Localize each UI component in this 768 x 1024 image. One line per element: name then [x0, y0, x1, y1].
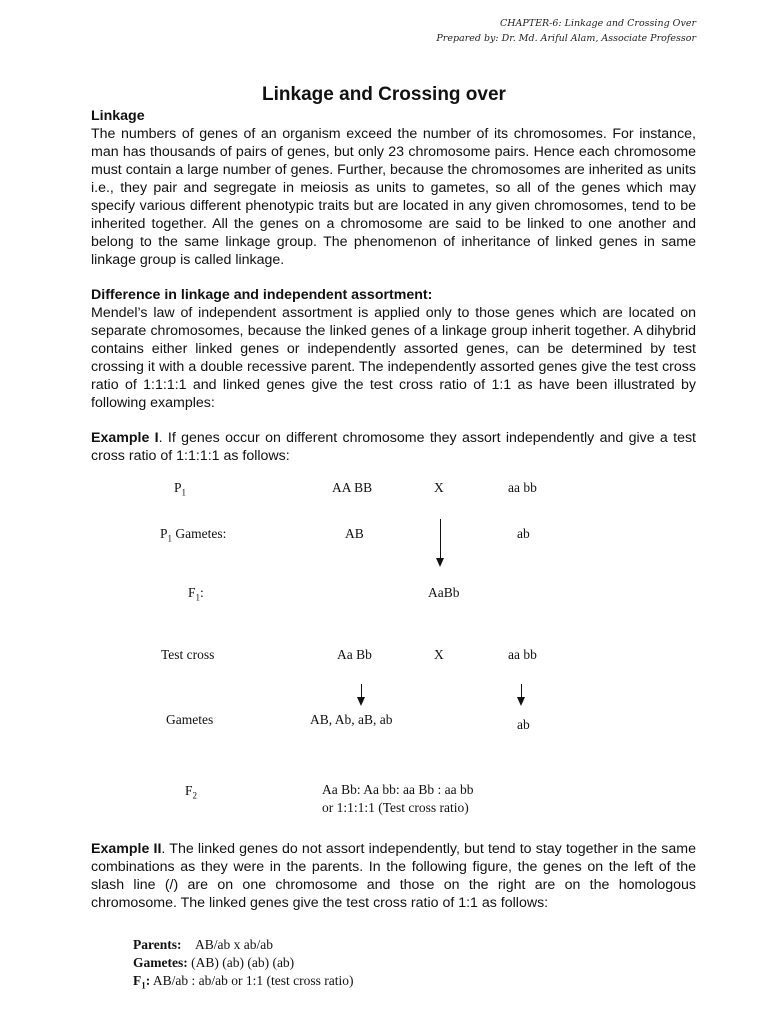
p1-gametes-label: $P_1$ Gametes: — [160, 526, 227, 544]
gametes-right: ab — [517, 717, 530, 732]
gamete-2: ab — [517, 526, 530, 541]
down-arrow-icon — [521, 684, 522, 698]
p1-label: $P_1$ — [174, 480, 187, 498]
difference-section — [91, 286, 696, 412]
down-arrow-icon — [361, 684, 362, 698]
example2-f1: $F_1$: AB/ab : ab/ab or 1:1 (test cross ratio) — [133, 973, 354, 991]
example2-text: . The linked genes do not assort independently, but tend to stay together in the same combinations as they were in the parents. In the following figure, the genes on the left of the slash line (/) are on one chromosome and those on the right are on the homologous chromosome. The linked genes give the test cross ratio of 1:1 as follows: — [91, 841, 696, 911]
f2-result: Aa Bb: Aa bb: aa Bb : aa bb — [322, 782, 474, 797]
f2-label: $F_2$ — [185, 783, 198, 801]
f1-genotype: AaBb — [428, 585, 460, 600]
p1-parent1: AA BB — [332, 480, 373, 495]
page-title: Linkage and Crossing over — [262, 84, 506, 105]
example1-label: Example I — [91, 430, 159, 446]
difference-heading: Difference in linkage and independent assortment: — [91, 287, 433, 303]
author-header: Prepared by: Dr. Md. Ariful Alam, Associate Professor — [436, 33, 696, 44]
gametes-left: AB, Ab, aB, ab — [310, 712, 393, 727]
testcross-label: Test cross — [161, 647, 215, 662]
example2-intro — [91, 840, 696, 912]
linkage-paragraph: The numbers of genes of an organism exceed the number of its chromosomes. For instance, man has thousands of pairs of genes, but only 23 chromosome pairs. Hence each chromosome must contain a large number of genes. Further, because the chromosomes are inherited as units i.e., they pair and segregate in meiosis as units to gametes, so all of the genes which may specify various different phenotypic traits but are located in any given chromosomes, tend to be inherited together. All the genes on a chromosome are said to be linked to one another and belong to the same linkage group. The phenomenon of inheritance of linked genes in same linkage group is called linkage. — [91, 126, 696, 268]
difference-paragraph: Mendel’s law of independent assortment is applied only to those genes which are located on separate chromosomes, because the linked genes of a linkage group inherit together. A dihybrid contains either linked genes or independently assorted genes, can be determined by test crossing it with a double recessive parent. The independently assorted genes give the test cross ratio of 1:1:1:1 and linked genes give the test cross ratio of 1:1 as have been illustrated by following examples: — [91, 305, 696, 411]
example2-label: Example II — [91, 841, 162, 857]
testcross-parent2: aa bb — [508, 647, 537, 662]
testcross-parent1: Aa Bb — [337, 647, 372, 662]
f2-ratio: or 1:1:1:1 (Test cross ratio) — [322, 800, 469, 815]
linkage-heading: Linkage — [91, 108, 145, 124]
example2-gametes: Gametes: (AB) (ab) (ab) (ab) — [133, 955, 295, 970]
p1-parent2: aa bb — [508, 480, 537, 495]
cross-symbol-2: X — [434, 647, 444, 662]
chapter-header: CHAPTER-6: Linkage and Crossing Over — [499, 18, 696, 29]
down-arrow-icon — [440, 519, 441, 559]
linkage-section — [91, 107, 696, 269]
gamete-1: AB — [345, 526, 364, 541]
example1-intro — [91, 429, 696, 465]
gametes-label: Gametes — [166, 712, 214, 727]
cross-symbol-1: X — [434, 480, 444, 495]
example2-parents: Parents: AB/ab x ab/ab — [133, 937, 273, 952]
f1-label: $F_1$: — [188, 585, 204, 603]
example1-text: . If genes occur on different chromosome they assort independently and give a test cross ratio of 1:1:1:1 as follows: — [91, 430, 696, 464]
